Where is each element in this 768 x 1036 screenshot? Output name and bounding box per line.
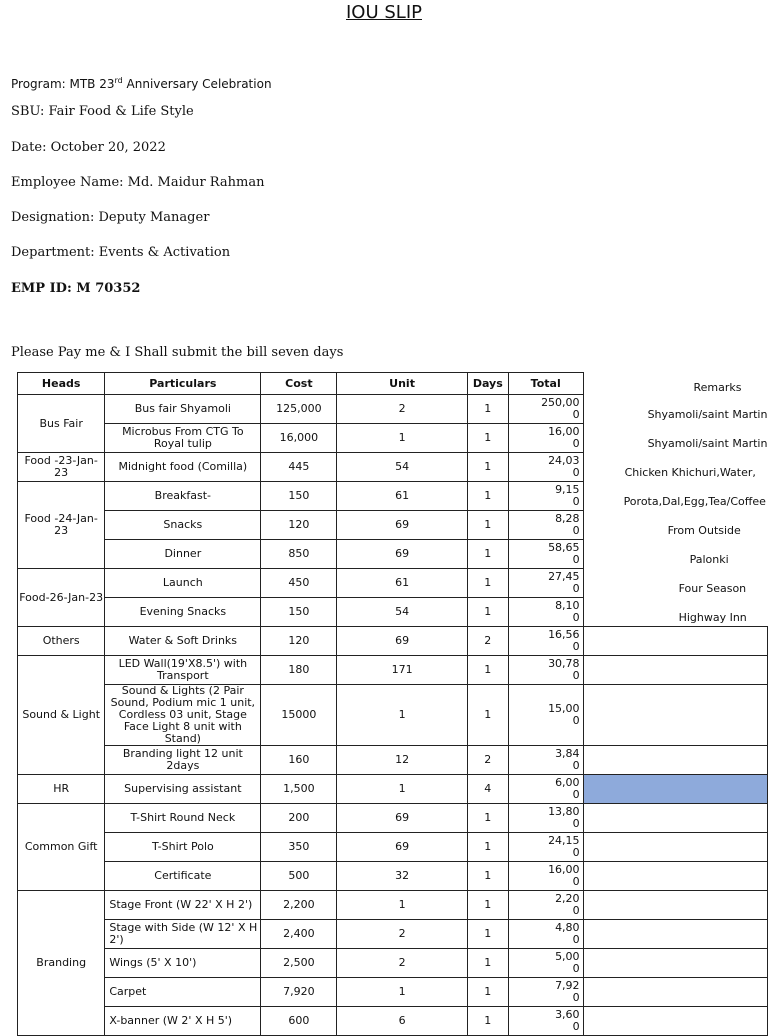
cost-cell: 2,200: [261, 891, 337, 920]
remarks-cell: [583, 804, 767, 833]
total-value: 4,80 0: [555, 921, 580, 946]
days-cell: 1: [467, 1007, 508, 1036]
total-value: 30,78 0: [548, 657, 580, 682]
particular-cell: Midnight food (Comilla): [105, 453, 261, 482]
days-cell: 1: [467, 949, 508, 978]
total-value: 24,03 0: [548, 454, 580, 479]
remarks-cell: [583, 833, 767, 862]
total-value: 16,56 0: [548, 628, 580, 653]
department-line: Department: Events & Activation: [11, 245, 231, 260]
particular-cell: Water & Soft Drinks: [105, 627, 261, 656]
table-row: [18, 656, 768, 685]
remarks-cell: [583, 569, 767, 598]
unit-cell: 2: [337, 949, 467, 978]
total-value: 6,00 0: [555, 776, 580, 801]
particular-cell: T-Shirt Polo: [105, 833, 261, 862]
days-cell: 1: [467, 569, 508, 598]
total-cell: [508, 627, 583, 656]
head-cell: Common Gift: [18, 804, 105, 891]
cost-cell: 445: [261, 453, 337, 482]
header-particulars: Particulars: [105, 373, 261, 395]
total-cell: [508, 424, 583, 453]
total-cell: [508, 453, 583, 482]
head-cell: Sound & Light: [18, 656, 105, 775]
particular-cell: Carpet: [105, 978, 261, 1007]
remarks-cell: [583, 482, 767, 511]
total-value: 16,00 0: [548, 425, 580, 450]
head-cell: Others: [18, 627, 105, 656]
remarks-cell: [583, 627, 767, 656]
total-cell: [508, 746, 583, 775]
unit-cell: 54: [337, 598, 467, 627]
days-cell: 1: [467, 424, 508, 453]
particular-cell: Snacks: [105, 511, 261, 540]
remarks-text: Palonki: [689, 553, 729, 566]
expense-table: [17, 372, 768, 1036]
particular-cell: X-banner (W 2' X H 5'): [105, 1007, 261, 1036]
unit-cell: 54: [337, 453, 467, 482]
head-cell: Bus Fair: [18, 395, 105, 453]
days-cell: 1: [467, 891, 508, 920]
cost-cell: 120: [261, 627, 337, 656]
table-row: [18, 804, 768, 833]
total-value: 58,65 0: [548, 541, 580, 566]
total-cell: [508, 891, 583, 920]
particular-cell: Launch: [105, 569, 261, 598]
unit-cell: 69: [337, 627, 467, 656]
remarks-cell: [583, 891, 767, 920]
particular-cell: Dinner: [105, 540, 261, 569]
remarks-text: Chicken Khichuri,Water,: [624, 466, 756, 479]
days-cell: 1: [467, 862, 508, 891]
unit-cell: 1: [337, 978, 467, 1007]
total-cell: [508, 482, 583, 511]
table-row: [18, 395, 768, 424]
cost-cell: 450: [261, 569, 337, 598]
unit-cell: 69: [337, 833, 467, 862]
days-cell: 1: [467, 978, 508, 1007]
unit-cell: 12: [337, 746, 467, 775]
remarks-cell: [583, 978, 767, 1007]
table-row: [18, 775, 768, 804]
particular-cell: Branding light 12 unit 2days: [105, 746, 261, 775]
particular-cell: Certificate: [105, 862, 261, 891]
total-cell: [508, 804, 583, 833]
total-cell: [508, 511, 583, 540]
employee-name-line: Employee Name: Md. Maidur Rahman: [11, 175, 265, 190]
remarks-cell: [583, 424, 767, 453]
cost-cell: 7,920: [261, 978, 337, 1007]
particular-cell: Microbus From CTG To Royal tulip: [105, 424, 261, 453]
unit-cell: 1: [337, 424, 467, 453]
days-cell: 1: [467, 833, 508, 862]
unit-cell: 1: [337, 775, 467, 804]
cost-cell: 180: [261, 656, 337, 685]
total-value: 2,20 0: [555, 892, 580, 917]
cost-cell: 500: [261, 862, 337, 891]
days-cell: 1: [467, 540, 508, 569]
header-heads: Heads: [18, 373, 105, 395]
particular-cell: Evening Snacks: [105, 598, 261, 627]
unit-cell: 2: [337, 395, 467, 424]
cost-cell: 600: [261, 1007, 337, 1036]
table-row: [18, 746, 768, 775]
remarks-text: Four Season: [678, 582, 747, 595]
table-row: [18, 598, 768, 627]
days-cell: 4: [467, 775, 508, 804]
remarks-cell: [583, 949, 767, 978]
remarks-text: From Outside: [667, 524, 741, 537]
days-cell: 2: [467, 627, 508, 656]
particular-cell: Stage with Side (W 12' X H 2'): [105, 920, 261, 949]
sbu-line: SBU: Fair Food & Life Style: [11, 104, 194, 119]
remarks-cell: [583, 598, 767, 627]
document-title: IOU SLIP: [346, 2, 422, 23]
unit-cell: 1: [337, 685, 467, 746]
header-remarks: Remarks: [693, 380, 742, 394]
total-cell: [508, 395, 583, 424]
cost-cell: 850: [261, 540, 337, 569]
table-row: [18, 569, 768, 598]
remarks-cell: [583, 511, 767, 540]
table-row: [18, 949, 768, 978]
total-value: 9,15 0: [555, 483, 580, 508]
total-value: 250,00 0: [541, 396, 580, 421]
table-row: [18, 424, 768, 453]
total-value: 8,10 0: [555, 599, 580, 624]
days-cell: 1: [467, 395, 508, 424]
remarks-cell: [583, 453, 767, 482]
table-row: [18, 540, 768, 569]
table-row: [18, 920, 768, 949]
total-cell: [508, 569, 583, 598]
unit-cell: 2: [337, 920, 467, 949]
total-cell: [508, 862, 583, 891]
total-value: 24,15 0: [548, 834, 580, 859]
days-cell: 1: [467, 656, 508, 685]
days-cell: 1: [467, 453, 508, 482]
payment-request-line: Please Pay me & I Shall submit the bill seven days: [11, 345, 344, 360]
total-value: 3,60 0: [555, 1008, 580, 1033]
remarks-cell: [583, 920, 767, 949]
table-row: [18, 862, 768, 891]
total-value: 8,28 0: [555, 512, 580, 537]
total-value: 5,00 0: [555, 950, 580, 975]
unit-cell: 69: [337, 540, 467, 569]
program-line: Program: MTB 23rd Anniversary Celebration: [11, 76, 272, 91]
unit-cell: 6: [337, 1007, 467, 1036]
particular-cell: Breakfast-: [105, 482, 261, 511]
unit-cell: 69: [337, 511, 467, 540]
days-cell: 1: [467, 920, 508, 949]
designation-line: Designation: Deputy Manager: [11, 210, 210, 225]
cost-cell: 350: [261, 833, 337, 862]
days-cell: 1: [467, 511, 508, 540]
cost-cell: 2,500: [261, 949, 337, 978]
remarks-cell: [583, 746, 767, 775]
particular-cell: Supervising assistant: [105, 775, 261, 804]
remarks-cell: [583, 395, 767, 424]
unit-cell: 61: [337, 482, 467, 511]
table-row: [18, 627, 768, 656]
table-row: [18, 891, 768, 920]
head-cell: Food -24-Jan-23: [18, 482, 105, 569]
cost-cell: 125,000: [261, 395, 337, 424]
remarks-text: Highway Inn: [678, 610, 747, 624]
total-value: 16,00 0: [548, 863, 580, 888]
remarks-cell: [583, 540, 767, 569]
days-cell: 1: [467, 804, 508, 833]
table-row: [18, 978, 768, 1007]
total-cell: [508, 1007, 583, 1036]
unit-cell: 171: [337, 656, 467, 685]
particular-cell: Wings (5' X 10'): [105, 949, 261, 978]
cost-cell: 1,500: [261, 775, 337, 804]
head-cell: Food -23-Jan-23: [18, 453, 105, 482]
header-days: Days: [467, 373, 508, 395]
header-unit: Unit: [337, 373, 467, 395]
head-cell: HR: [18, 775, 105, 804]
remarks-text: Shyamoli/saint Martin: [647, 437, 768, 450]
total-cell: [508, 656, 583, 685]
cost-cell: 16,000: [261, 424, 337, 453]
cost-cell: 150: [261, 482, 337, 511]
total-cell: [508, 833, 583, 862]
unit-cell: 32: [337, 862, 467, 891]
header-cost: Cost: [261, 373, 337, 395]
remarks-cell: [583, 862, 767, 891]
particular-cell: Sound & Lights (2 Pair Sound, Podium mic 1 unit, Cordless 03 unit, Stage Face Light 8 unit with Stand): [105, 685, 261, 746]
days-cell: 1: [467, 482, 508, 511]
remarks-cell: [583, 775, 767, 804]
total-value: 3,84 0: [555, 747, 580, 772]
total-cell: [508, 540, 583, 569]
cost-cell: 200: [261, 804, 337, 833]
cost-cell: 2,400: [261, 920, 337, 949]
head-cell: Food-26-Jan-23: [18, 569, 105, 627]
table-row: [18, 685, 768, 746]
table-header-row: [18, 373, 768, 395]
unit-cell: 1: [337, 891, 467, 920]
remarks-cell: [583, 1007, 767, 1036]
table-row: [18, 453, 768, 482]
table-row: [18, 833, 768, 862]
remarks-text: Shyamoli/saint Martin: [647, 408, 768, 421]
total-value: 27,45 0: [548, 570, 580, 595]
cost-cell: 120: [261, 511, 337, 540]
table-row: [18, 1007, 768, 1036]
remarks-cell: [583, 656, 767, 685]
total-value: 13,80 0: [548, 805, 580, 830]
head-cell: Branding: [18, 891, 105, 1036]
total-cell: [508, 920, 583, 949]
date-line: Date: October 20, 2022: [11, 140, 166, 155]
particular-cell: Bus fair Shyamoli: [105, 395, 261, 424]
days-cell: 2: [467, 746, 508, 775]
emp-id-line: EMP ID: M 70352: [11, 281, 141, 296]
total-cell: [508, 685, 583, 746]
cost-cell: 150: [261, 598, 337, 627]
total-value: 7,92 0: [555, 979, 580, 1004]
cost-cell: 15000: [261, 685, 337, 746]
total-value: 15,00 0: [548, 702, 580, 727]
table-row: [18, 482, 768, 511]
unit-cell: 69: [337, 804, 467, 833]
total-cell: [508, 598, 583, 627]
days-cell: 1: [467, 598, 508, 627]
remarks-text: Porota,Dal,Egg,Tea/Coffee: [623, 495, 766, 508]
total-cell: [508, 775, 583, 804]
remarks-cell: [583, 685, 767, 746]
header-total: Total: [508, 373, 583, 395]
unit-cell: 61: [337, 569, 467, 598]
particular-cell: T-Shirt Round Neck: [105, 804, 261, 833]
particular-cell: LED Wall(19'X8.5') with Transport: [105, 656, 261, 685]
total-cell: [508, 978, 583, 1007]
table-row: [18, 511, 768, 540]
particular-cell: Stage Front (W 22' X H 2'): [105, 891, 261, 920]
total-cell: [508, 949, 583, 978]
days-cell: 1: [467, 685, 508, 746]
cost-cell: 160: [261, 746, 337, 775]
